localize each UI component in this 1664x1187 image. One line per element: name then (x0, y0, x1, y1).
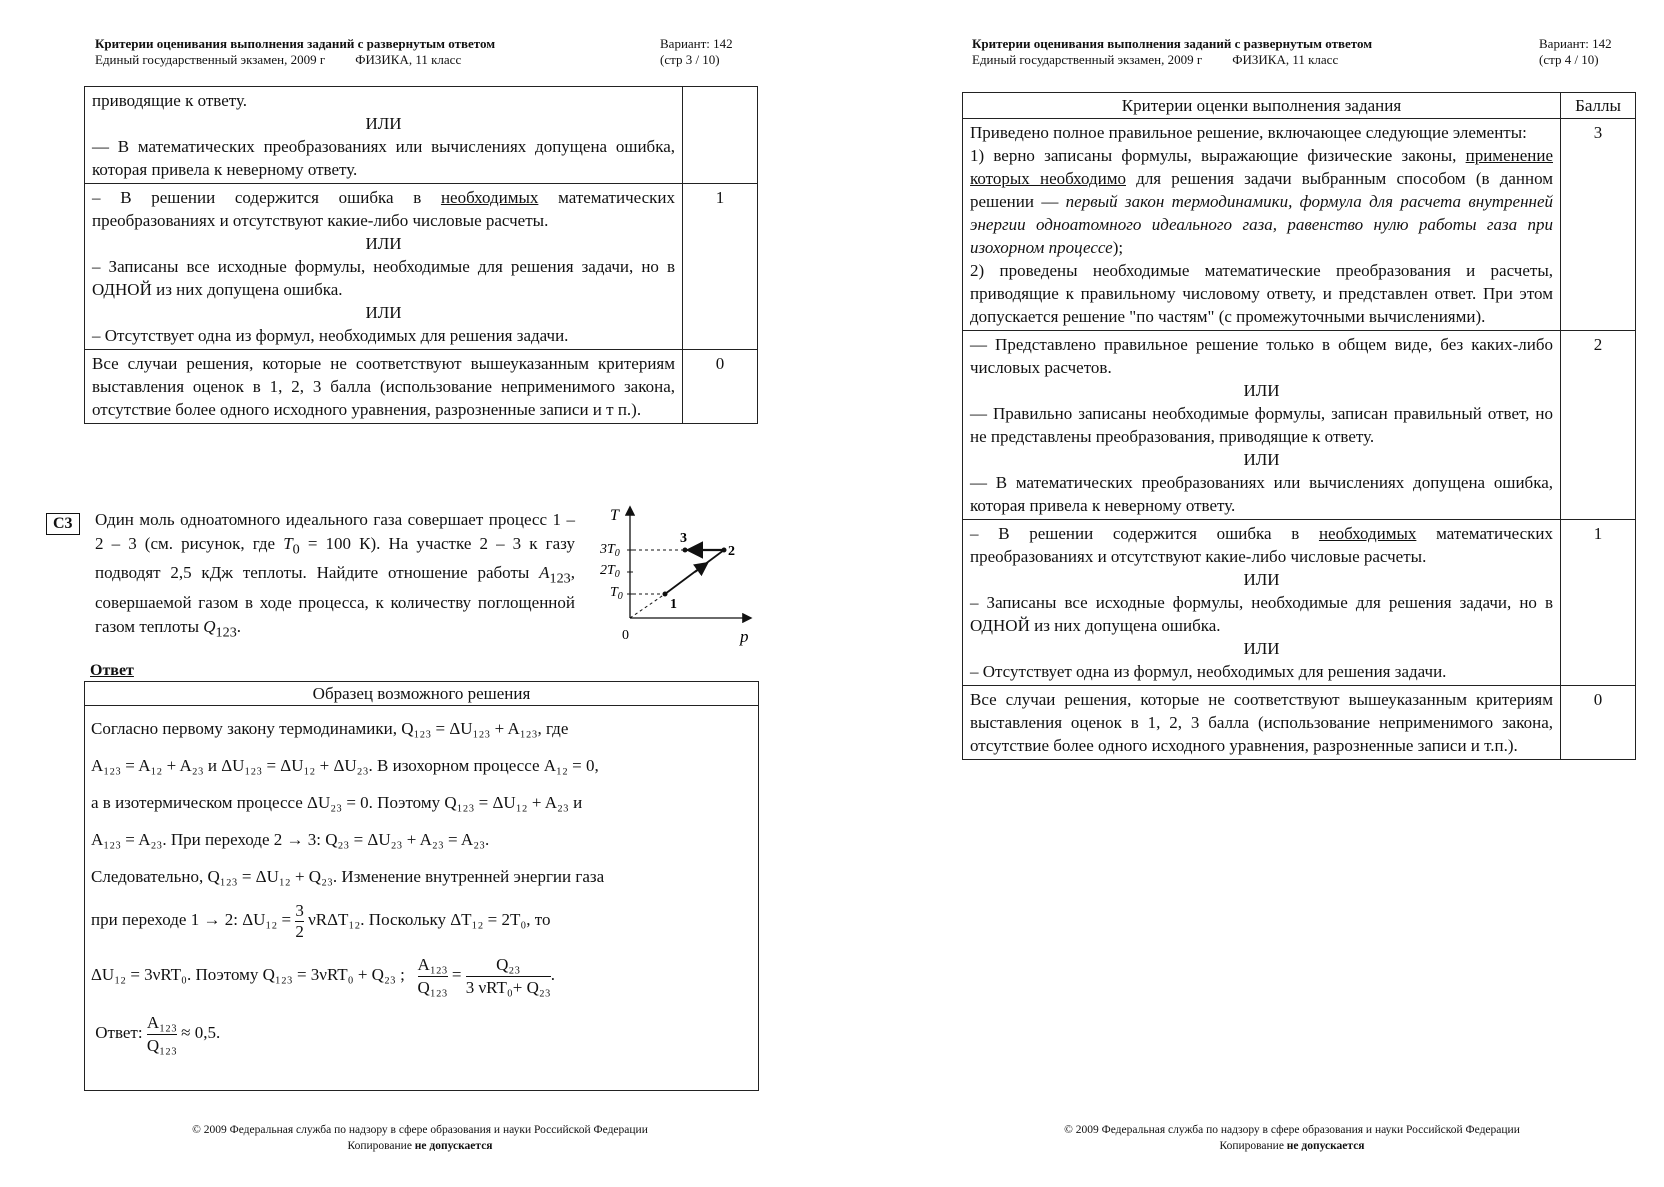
criteria-text: приводящие к ответу. ИЛИ — В математических преобразованиях или вычислениях допущена ошибка, которая привела к неверному ответу. (85, 87, 683, 184)
origin-label: 0 (622, 628, 629, 643)
criteria-row (963, 331, 1636, 520)
page-header (972, 36, 1422, 68)
criteria-text: — Представлено правильное решение только в общем виде, без каких-либо числовых расчетов. ИЛИ — Правильно записаны необходимые формулы, записан правильный ответ, но не представлены преобразования, приводящие к ответу. ИЛИ — В математических преобразованиях или вычислениях допущена ошибка, которая привела к неверному ответу. (963, 331, 1561, 520)
criteria-points: 1 (683, 184, 758, 350)
point-2: 2 (728, 544, 735, 559)
criteria-text: Все случаи решения, которые не соответствуют вышеуказанным критериям выставления оценок в 1, 2, 3 балла (использование неприменимого закона, отсутствие более одного исходного уравнения, разрозненные записи и т п.). (85, 350, 683, 424)
criteria-text: Все случаи решения, которые не соответствуют вышеуказанным критериям выставления оценок в 1, 2, 3 балла (использование неприменимого закона, отсутствие более одного исходного уравнения, разрозненные записи и т.п.). (963, 686, 1561, 760)
criteria-table (962, 92, 1636, 760)
criteria-points: 3 (1561, 119, 1636, 331)
solution-box (84, 681, 759, 1091)
criteria-points (683, 87, 758, 184)
process-1-2 (665, 550, 724, 594)
tick-2t0: $2T_0$ (600, 563, 620, 580)
tick-t0: $T_0$ (610, 585, 623, 602)
x-axis-label: p (740, 627, 749, 646)
criteria-text: – В решении содержится ошибка в необходимых математических преобразованиях и отсутствуют какие-либо числовые расчеты. ИЛИ – Записаны все исходные формулы, необходимые для решения задачи, но в ОДНОЙ из них допущена ошибка. ИЛИ – Отсутствует одна из формул, необходимых для решения задачи. (85, 184, 683, 350)
tick-3t0: $3T_0$ (600, 542, 620, 559)
criteria-row (85, 87, 758, 184)
header-title: Критерии оценивания выполнения заданий с развернутым ответом (972, 36, 1373, 51)
criteria-column-header: Критерии оценки выполнения задания (963, 93, 1561, 119)
criteria-row (85, 184, 758, 350)
solution-header: Образец возможного решения (85, 682, 758, 706)
criteria-points: 2 (1561, 331, 1636, 520)
task-text: Один моль одноатомного идеального газа совершает процесс 1 – 2 – 3 (см. рисунок, где $T_0 = 100$ К). На участке 2 – 3 к газу подводят 2,5 кДж теплоты. Найдите отношение работы $A_{123}$, совершаемой газом в ходе процесса, к количеству поглощенной газом теплоты $Q_{123}$. (95, 510, 576, 641)
page-variant (660, 36, 770, 68)
process-graph (600, 500, 760, 650)
header-exam: Единый государственный экзамен, 2009 г (972, 52, 1203, 67)
page-number: (стр 3 / 10) (660, 52, 720, 67)
header-exam: Единый государственный экзамен, 2009 г (95, 52, 326, 67)
criteria-row (963, 686, 1636, 760)
point-3: 3 (680, 531, 687, 546)
header-title: Критерии оценивания выполнения заданий с развернутым ответом (95, 36, 496, 51)
criteria-row (963, 520, 1636, 686)
criteria-points: 1 (1561, 520, 1636, 686)
points-column-header: Баллы (1561, 93, 1636, 119)
page-header (95, 36, 545, 68)
page-variant (1539, 36, 1649, 68)
task-label: C3 (46, 513, 80, 535)
y-axis-label: T (610, 507, 619, 524)
criteria-text: – В решении содержится ошибка в необходимых математических преобразованиях и отсутствуют какие-либо числовые расчеты. ИЛИ – Записаны все исходные формулы, необходимые для решения задачи, но в ОДНОЙ из них допущена ошибка. ИЛИ – Отсутствует одна из формул, необходимых для решения задачи. (963, 520, 1561, 686)
page-number: (стр 4 / 10) (1539, 52, 1599, 67)
criteria-row (85, 350, 758, 424)
header-subject: ФИЗИКА, 11 класс (355, 52, 462, 67)
variant-label: Вариант: 142 (1539, 36, 1612, 51)
criteria-text: Приведено полное правильное решение, включающее следующие элементы: 1) верно записаны формулы, выражающие физические законы, применение которых необходимо для решения задачи выбранным способом (в данном решении — первый закон термодинамики, формула для расчета внутренней энергии одноатомного идеального газа, равенство нулю работы газа при изохорном процессе); 2) проведены необходимые математические преобразования и расчеты, приводящие к правильному числовому ответу, и представлен ответ. При этом допускается решение "по частям" (с промежуточными вычислениями). (963, 119, 1561, 331)
header-subject: ФИЗИКА, 11 класс (1232, 52, 1339, 67)
criteria-points: 0 (683, 350, 758, 424)
page-footer: © 2009 Федеральная служба по надзору в сфере образования и науки Российской Федерации Копирование не допускается (192, 1124, 648, 1152)
criteria-row (963, 119, 1636, 331)
criteria-header-row (963, 93, 1636, 119)
criteria-points: 0 (1561, 686, 1636, 760)
right-page (832, 0, 1664, 1187)
answer-label: Ответ (90, 662, 134, 679)
variant-label: Вариант: 142 (660, 36, 733, 51)
page-footer: © 2009 Федеральная служба по надзору в сфере образования и науки Российской Федерации Копирование не допускается (1064, 1124, 1520, 1152)
solution-body: Согласно первому закону термодинамики, Q₁₂₃ = ΔU₁₂₃ + A₁₂₃, где A₁₂₃ = A₁₂ + A₂₃ и ΔU₁₂₃ = ΔU₁₂ + ΔU₂₃. В изохорном процессе A₁₂ = 0, а в изотермическом процессе ΔU₂₃ = 0. Поэтому Q₁₂₃ = ΔU₁₂ + A₂₃ и A₁₂₃ = A₂₃. При переходе 2 → 3: Q₂₃ = ΔU₂₃ + A₂₃ = A₂₃. Следовательно, Q₁₂₃ = ΔU₁₂ + Q₂₃. Изменение внутренней энергии газа при переходе 1 → 2: ΔU₁₂ = $\frac{3}{2}$ νRΔT₁₂. Поскольку ΔT₁₂ = 2T₀, то ΔU₁₂ = 3νRT₀. Поэтому Q₁₂₃ = 3νRT₀ + Q₂₃ ; $\frac{\text{A₁₂₃}}{\text{Q₁₂₃}}$ = Q₂₃ 3 νRT₀+ Q₂₃ . Ответ: $\frac{\text{A₁₂₃}}{\text{Q₁₂₃}}$ ≈ 0,5. (91, 719, 605, 1055)
point-1: 1 (670, 597, 677, 612)
criteria-table-continued (84, 86, 758, 424)
